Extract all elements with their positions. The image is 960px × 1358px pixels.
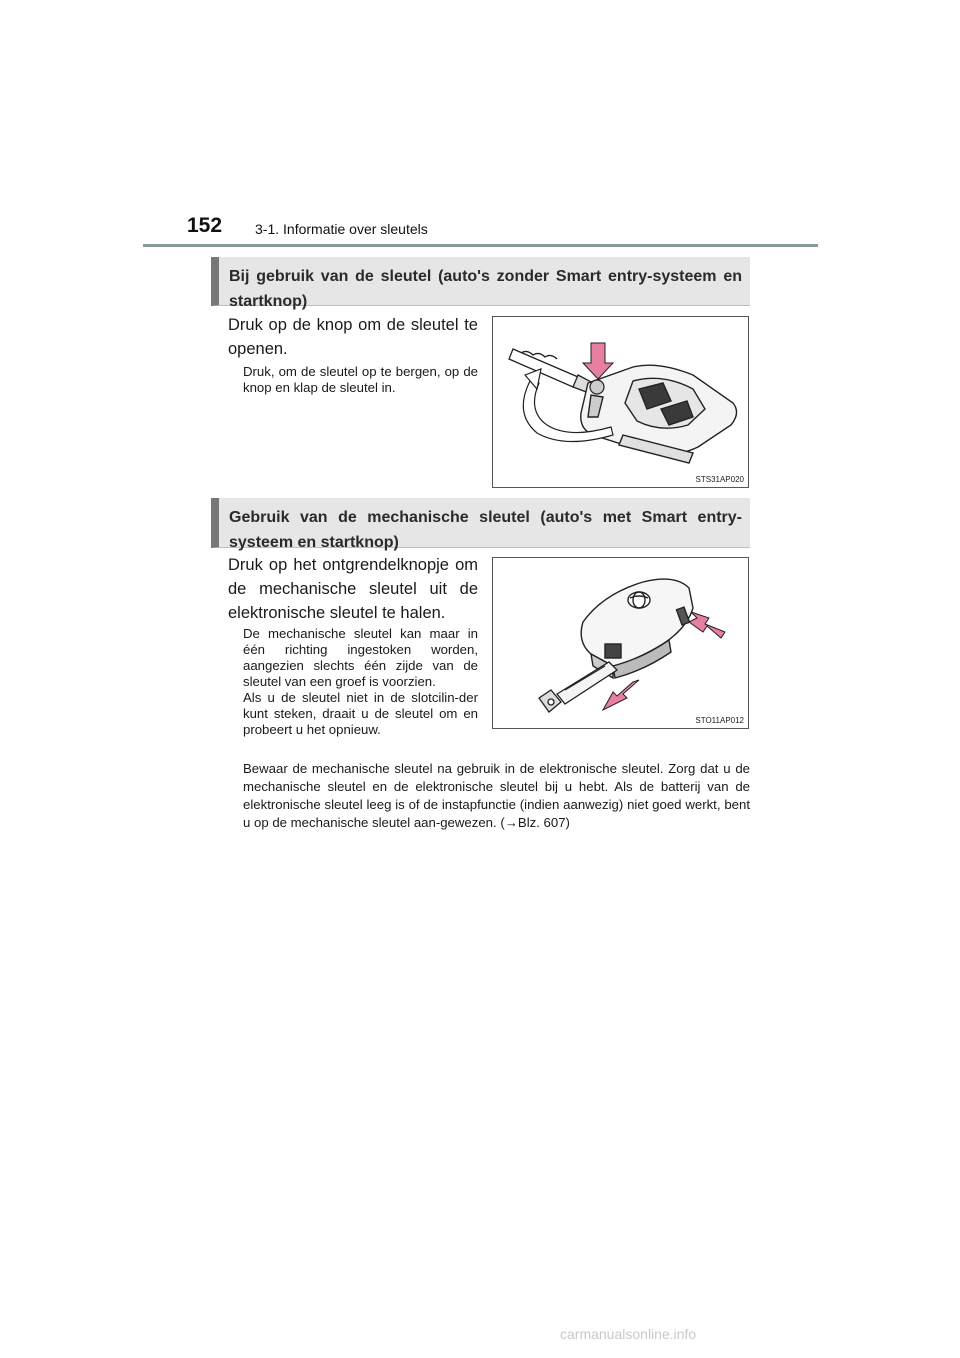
press-arrow-icon bbox=[583, 343, 613, 379]
note-keep-mechanical-key: Bewaar de mechanische sleutel na gebruik in de elektronische sleutel. Zorg dat u de mechanische sleutel en de elektronische sleutel bij u hebt. Als de batterij van de elektronische sleutel leeg is of de instapfunctie (indien aanwezig) niet goed werkt, bent u op de mechanische sleutel aan-gewezen. (→Blz. 607) bbox=[243, 761, 750, 830]
section-heading-key-without-smart-entry: Bij gebruik van de sleutel (auto's zonder Smart entry-systeem en startknop) bbox=[211, 257, 750, 306]
header-rule bbox=[143, 244, 818, 247]
key-fob-icon bbox=[581, 365, 737, 463]
note-turn-key: Als u de sleutel niet in de slotcilin-der kunt steken, draait u de sleutel om en probeert u het opnieuw. bbox=[243, 690, 478, 737]
figure-smart-key bbox=[492, 557, 749, 729]
page-number: 152 bbox=[187, 214, 223, 237]
chapter-title: 3-1. Informatie over sleutels bbox=[255, 221, 428, 237]
folding-key-illustration bbox=[493, 317, 749, 488]
note-one-direction: De mechanische sleutel kan maar in één richting ingestoken worden, aangezien slechts één zijde van de sleutel van een groef is voorzien. bbox=[243, 626, 478, 689]
smart-key-illustration bbox=[493, 558, 749, 729]
mechanical-key-icon bbox=[539, 662, 617, 712]
figure-code: STS31AP020 bbox=[695, 475, 744, 484]
pull-arrow-icon bbox=[603, 680, 639, 710]
section-heading-mechanical-key: Gebruik van de mechanische sleutel (auto's met Smart entry-systeem en startknop) bbox=[211, 498, 750, 548]
figure-code: STO11AP012 bbox=[695, 716, 744, 725]
smart-key-fob-icon bbox=[581, 579, 693, 678]
watermark: carmanualsonline.info bbox=[560, 1326, 697, 1342]
instruction-remove-mechanical-key: Druk op het ontgrendelknopje om de mechanische sleutel uit de elektronische sleutel te halen. bbox=[228, 556, 478, 622]
figure-folding-key bbox=[492, 316, 749, 488]
release-arrow-icon bbox=[689, 612, 725, 638]
instruction-open-key: Druk op de knop om de sleutel te openen. bbox=[228, 316, 478, 358]
key-blade-icon bbox=[509, 349, 593, 393]
release-button-icon bbox=[590, 380, 604, 394]
instruction-store-key: Druk, om de sleutel op te bergen, op de knop en klap de sleutel in. bbox=[243, 364, 478, 395]
